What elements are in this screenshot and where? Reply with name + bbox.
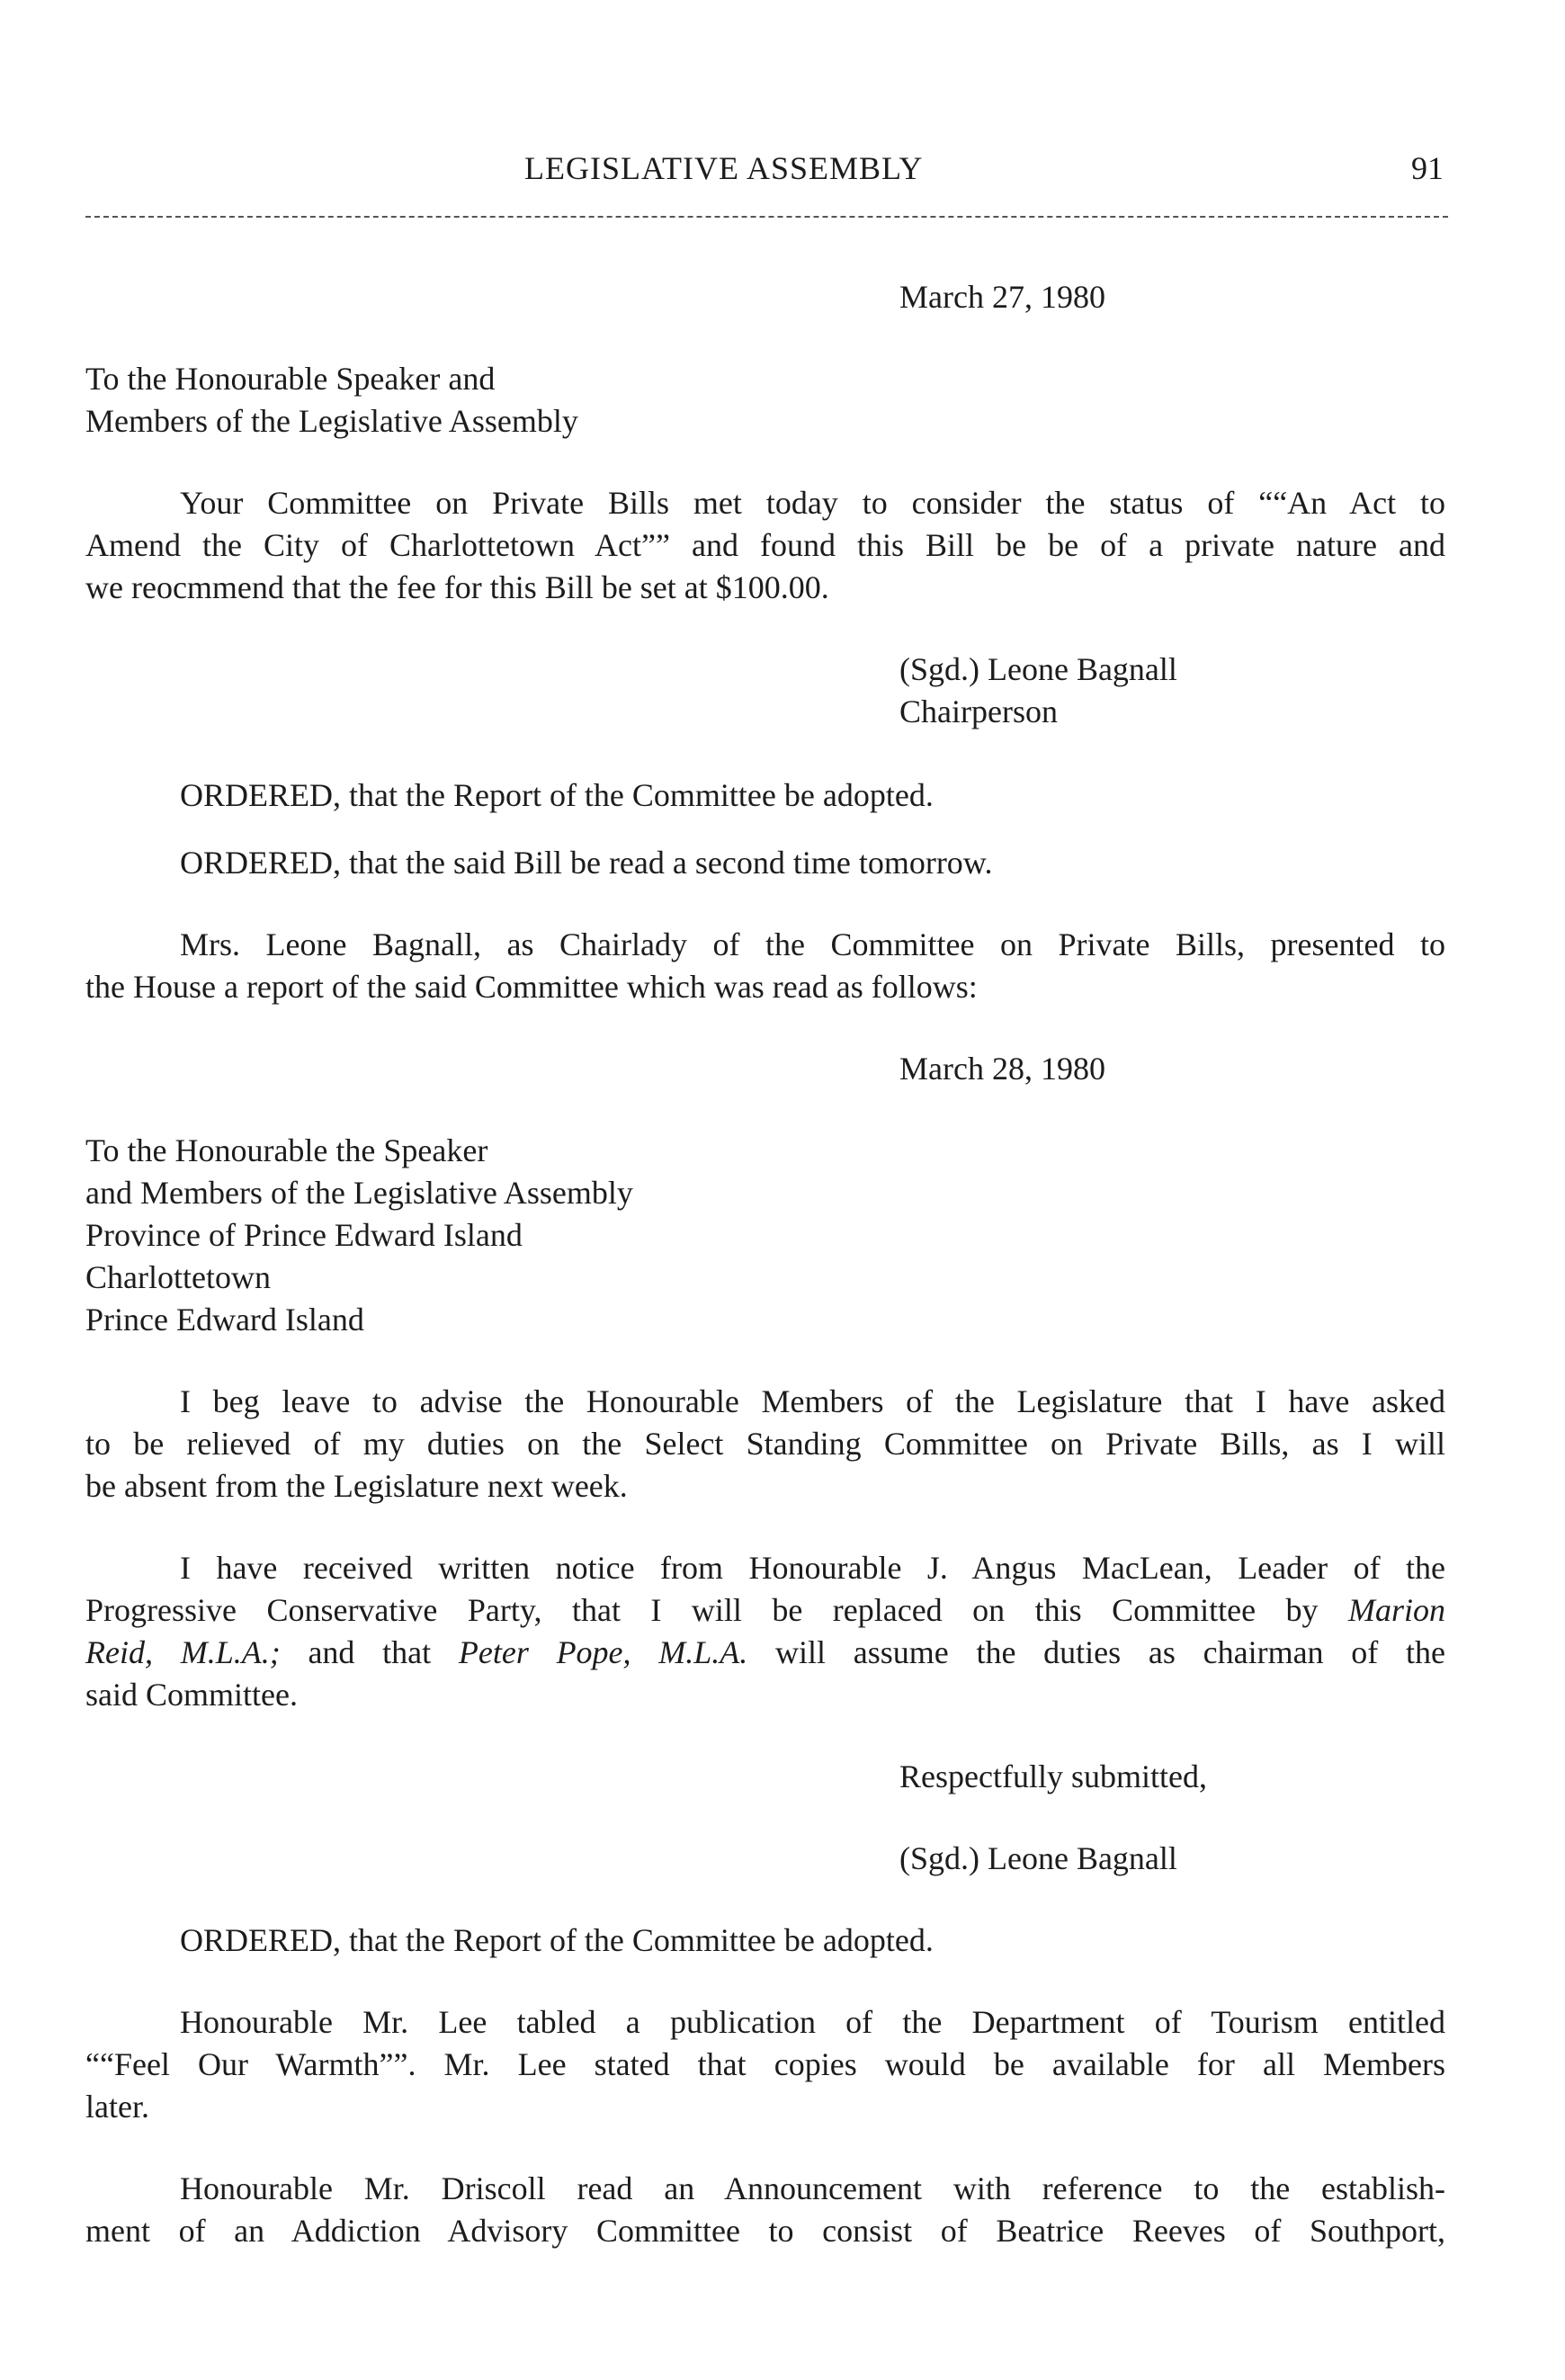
ordered-report-adopted: ORDERED, that the Report of the Committee be adopted. bbox=[180, 777, 934, 813]
report2-address-line: To the Honourable the Speaker bbox=[85, 1132, 488, 1168]
report2-closing: Respectfully submitted, bbox=[899, 1758, 1207, 1794]
addiction-line: ment of an Addiction Advisory Committee to consist of Beatrice Reeves of Southport, bbox=[85, 2213, 1445, 2249]
nominee-name: Reid, M.L.A.; bbox=[85, 1634, 281, 1670]
report2-para1-line: to be relieved of my duties on the Select Standing Committee on Private Bills, as I will bbox=[85, 1426, 1445, 1462]
report2-address-line: Prince Edward Island bbox=[85, 1302, 364, 1338]
report2-address-line: and Members of the Legislative Assembly bbox=[85, 1175, 633, 1211]
ordered-second-reading: ORDERED, that the said Bill be read a second time tomorrow. bbox=[180, 845, 993, 881]
report2-signature: (Sgd.) Leone Bagnall bbox=[899, 1840, 1177, 1876]
report2-date: March 28, 1980 bbox=[899, 1051, 1105, 1087]
ordered-report-adopted-2: ORDERED, that the Report of the Committee be adopted. bbox=[180, 1922, 934, 1958]
para2-text: Progressive Conservative Party, that I will be replaced on this Committee by bbox=[85, 1592, 1319, 1628]
report1-body-line: Amend the City of Charlottetown Act”” and found this Bill be be of a private nature and bbox=[85, 527, 1445, 563]
para2-text: will assume the duties as chairman of the bbox=[775, 1634, 1445, 1670]
report1-signature-title: Chairperson bbox=[899, 693, 1058, 729]
tourism-line: Honourable Mr. Lee tabled a publication of the Department of Tourism entitled bbox=[180, 2004, 1445, 2040]
report1-address-line: To the Honourable Speaker and bbox=[85, 361, 496, 397]
report2-para1-line: be absent from the Legislature next week. bbox=[85, 1468, 628, 1504]
report2-address-line: Province of Prince Edward Island bbox=[85, 1217, 523, 1253]
report2-para2-line: I have received written notice from Honourable J. Angus MacLean, Leader of the bbox=[180, 1550, 1445, 1586]
report2-para1-line: I beg leave to advise the Honourable Members of the Legislature that I have asked bbox=[180, 1383, 1445, 1419]
running-head: LEGISLATIVE ASSEMBLY bbox=[524, 150, 924, 186]
nominee-name: Marion bbox=[1348, 1592, 1445, 1628]
tourism-line: later. bbox=[85, 2089, 149, 2125]
chairman-name: Peter Pope, M.L.A. bbox=[458, 1634, 748, 1670]
para2-text: and that bbox=[308, 1634, 432, 1670]
report2-para2-line bbox=[85, 1594, 1445, 1626]
header-rule bbox=[85, 216, 1448, 218]
report1-address-line: Members of the Legislative Assembly bbox=[85, 403, 578, 439]
report1-body-line: Your Committee on Private Bills met today to consider the status of ““An Act to bbox=[180, 485, 1445, 521]
report2-para2-line: said Committee. bbox=[85, 1677, 298, 1713]
presentation-line: Mrs. Leone Bagnall, as Chairlady of the Committee on Private Bills, presented to bbox=[180, 926, 1445, 962]
report1-body-line: we reocmmend that the fee for this Bill be set at $100.00. bbox=[85, 569, 829, 605]
tourism-line: ““Feel Our Warmth””. Mr. Lee stated that copies would be available for all Members bbox=[85, 2046, 1445, 2082]
page-number: 91 bbox=[1411, 150, 1444, 186]
report2-para2-line bbox=[85, 1636, 1445, 1669]
presentation-line: the House a report of the said Committee which was read as follows: bbox=[85, 969, 978, 1005]
report1-date: March 27, 1980 bbox=[899, 279, 1105, 315]
report2-address-line: Charlottetown bbox=[85, 1259, 271, 1295]
report1-signature: (Sgd.) Leone Bagnall bbox=[899, 651, 1177, 687]
addiction-line: Honourable Mr. Driscoll read an Announcement with reference to the establish- bbox=[180, 2170, 1445, 2206]
